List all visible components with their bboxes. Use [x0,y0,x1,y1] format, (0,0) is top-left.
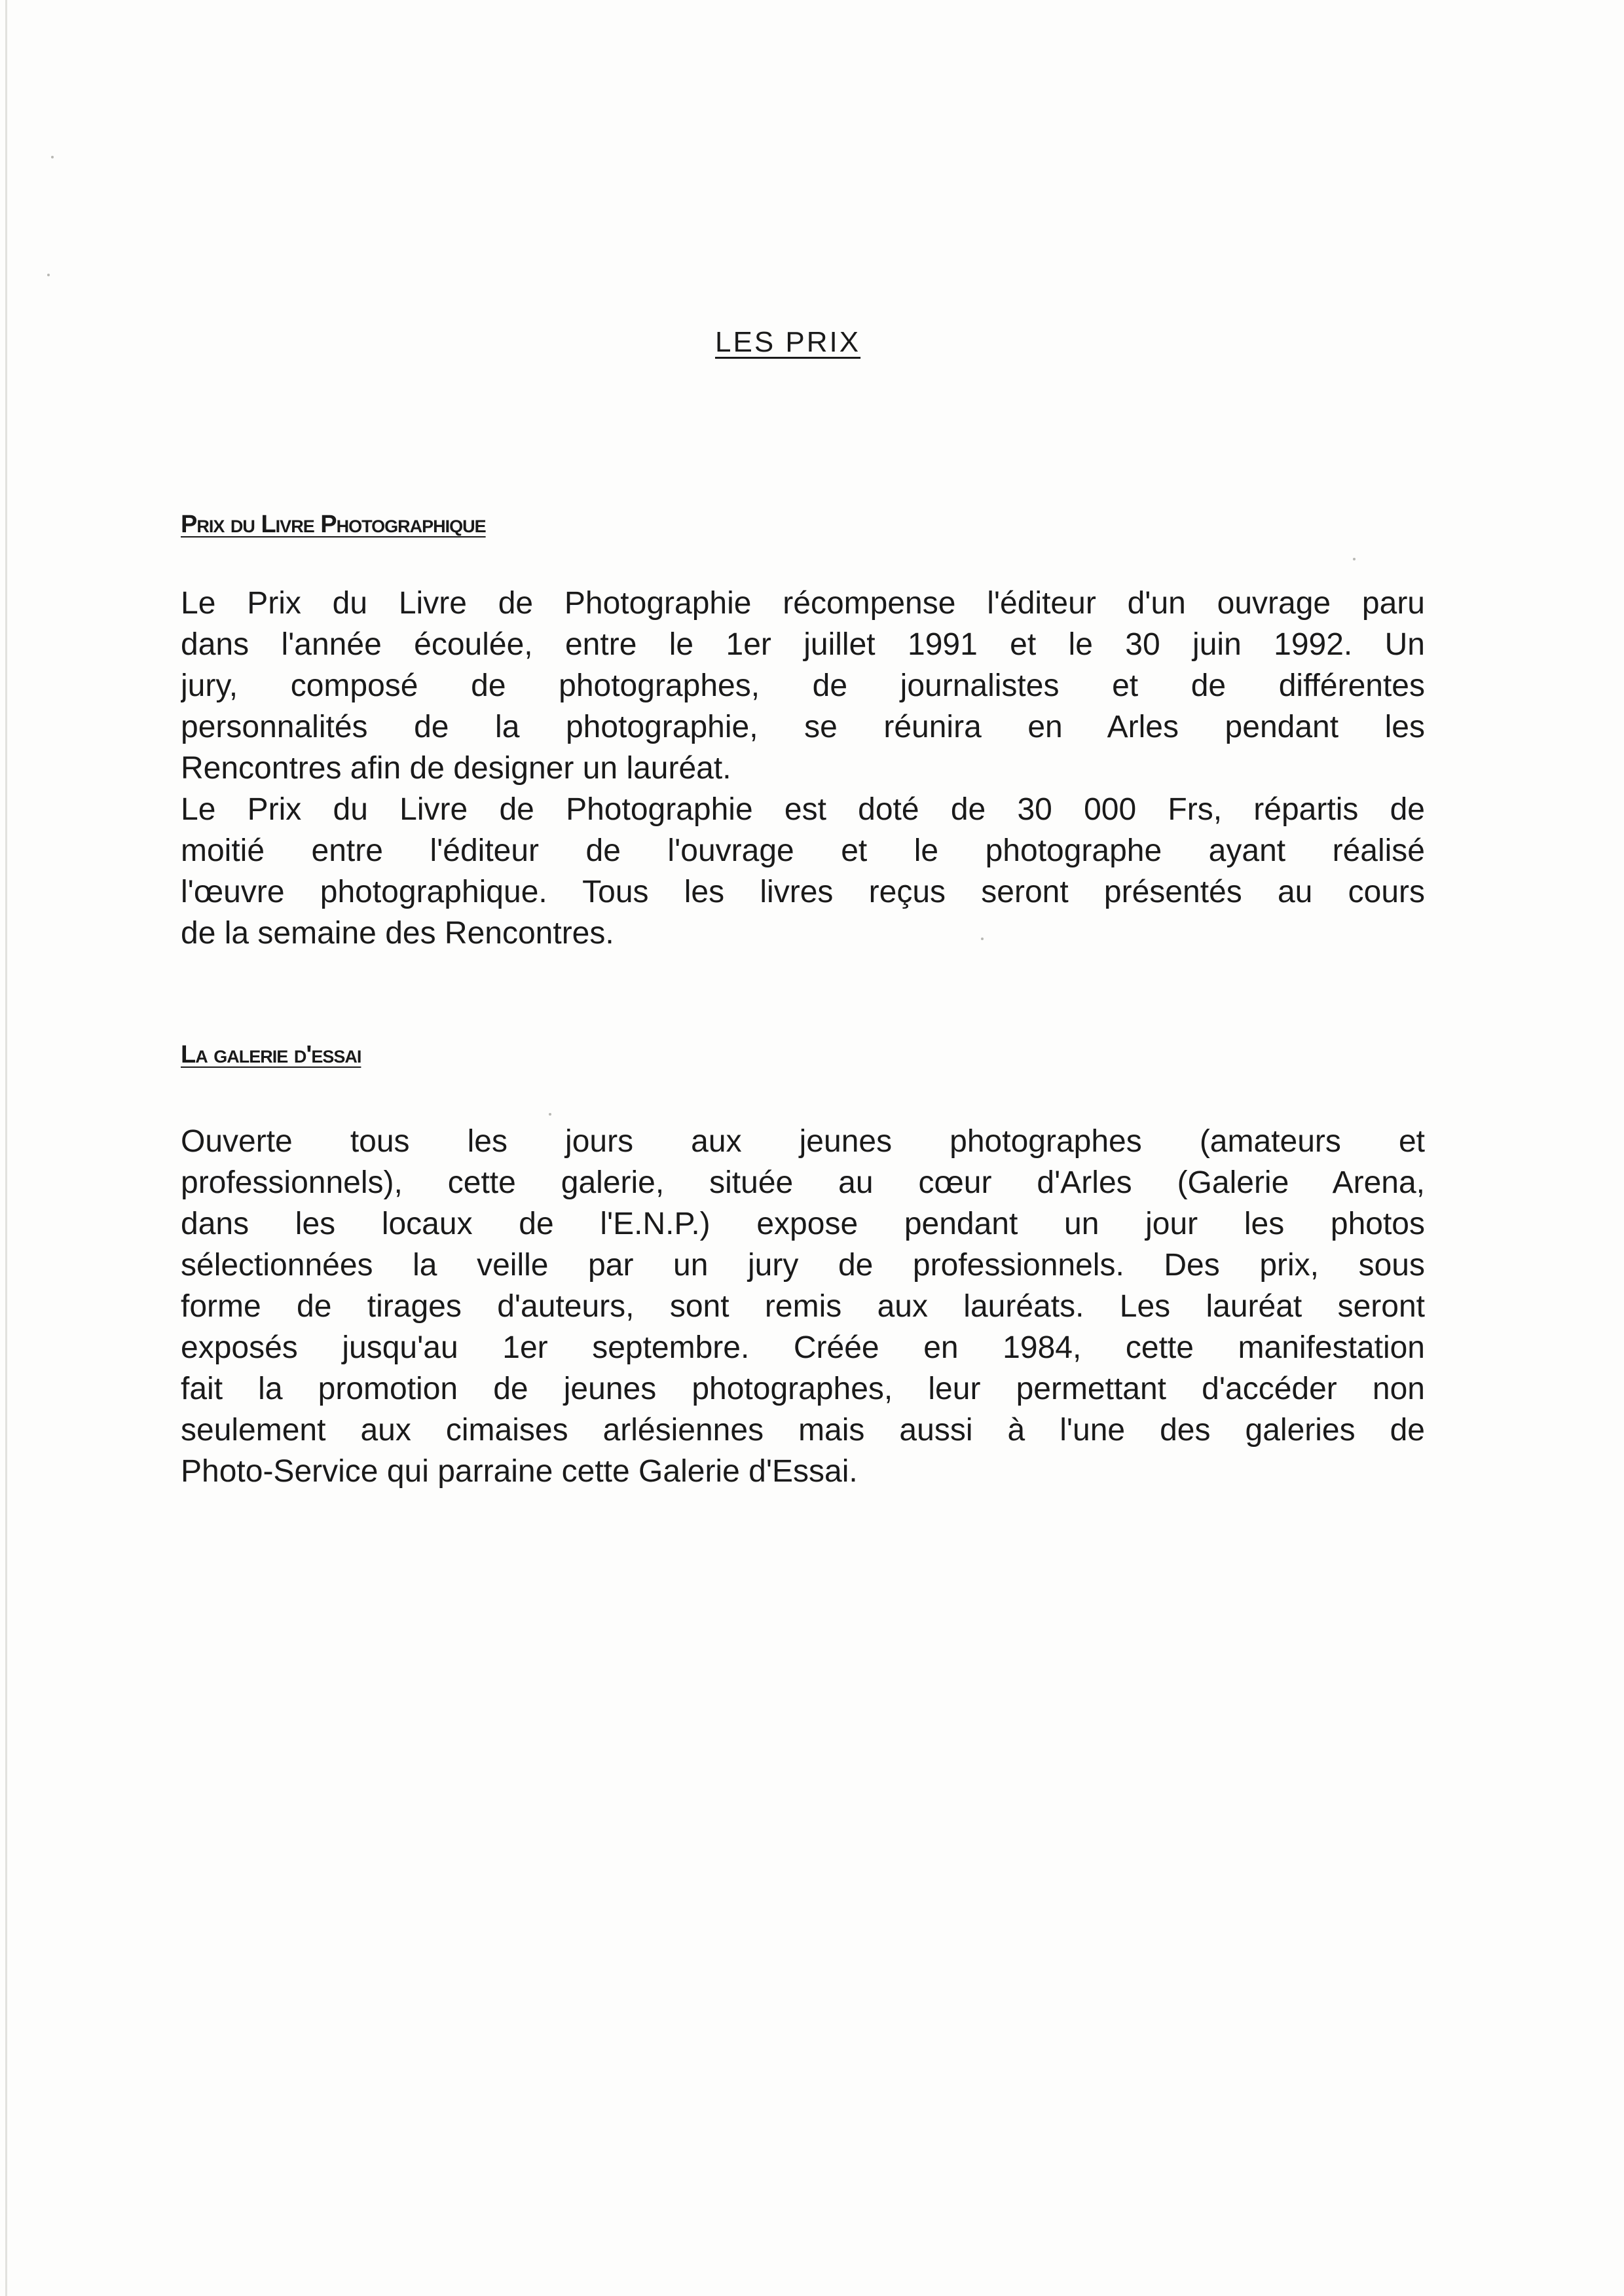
text-line: dans les locaux de l'E.N.P.) expose pendant un jour les photos [181,1207,1425,1241]
scan-speck [1353,558,1356,560]
text-line: Photo-Service qui parraine cette Galerie d'Essai. [181,1454,858,1489]
text-line: jury, composé de photographes, de journalistes et de différentes [181,668,1425,703]
scan-speck [47,274,50,276]
section-heading-galerie-essai: La galerie d'essai [181,1041,361,1068]
text-line: moitié entre l'éditeur de l'ouvrage et le photographe ayant réalisé [181,833,1425,868]
text-line: Rencontres afin de designer un lauréat. [181,751,731,786]
page-title: LES PRIX [715,326,861,358]
text-line: Le Prix du Livre de Photographie est doté de 30 000 Frs, répartis de [181,792,1425,827]
text-line: fait la promotion de jeunes photographes, leur permettant d'accéder non [181,1372,1425,1406]
section-body-prix-du-livre [181,583,1425,954]
scan-speck [51,156,54,158]
text-line: Ouverte tous les jours aux jeunes photographes (amateurs et [181,1124,1425,1159]
text-line: dans l'année écoulée, entre le 1er juillet 1991 et le 30 juin 1992. Un [181,627,1425,662]
text-line: Le Prix du Livre de Photographie récompense l'éditeur d'un ouvrage paru [181,586,1425,621]
section-body-galerie-essai [181,1121,1425,1492]
text-line: personnalités de la photographie, se réunira en Arles pendant les [181,710,1425,744]
section-heading-prix-du-livre: Prix du Livre Photographique [181,511,486,538]
text-line: professionnels), cette galerie, située au cœur d'Arles (Galerie Arena, [181,1165,1425,1200]
text-line: seulement aux cimaises arlésiennes mais aussi à l'une des galeries de [181,1413,1425,1448]
scan-speck [981,938,984,940]
text-line: l'œuvre photographique. Tous les livres reçus seront présentés au cours [181,875,1425,909]
text-line: forme de tirages d'auteurs, sont remis aux lauréats. Les lauréat seront [181,1289,1425,1324]
text-line: de la semaine des Rencontres. [181,916,614,951]
scan-speck [549,1113,551,1116]
page-edge-shadow [5,0,7,2296]
text-line: sélectionnées la veille par un jury de professionnels. Des prix, sous [181,1248,1425,1283]
text-line: exposés jusqu'au 1er septembre. Créée en 1984, cette manifestation [181,1330,1425,1365]
